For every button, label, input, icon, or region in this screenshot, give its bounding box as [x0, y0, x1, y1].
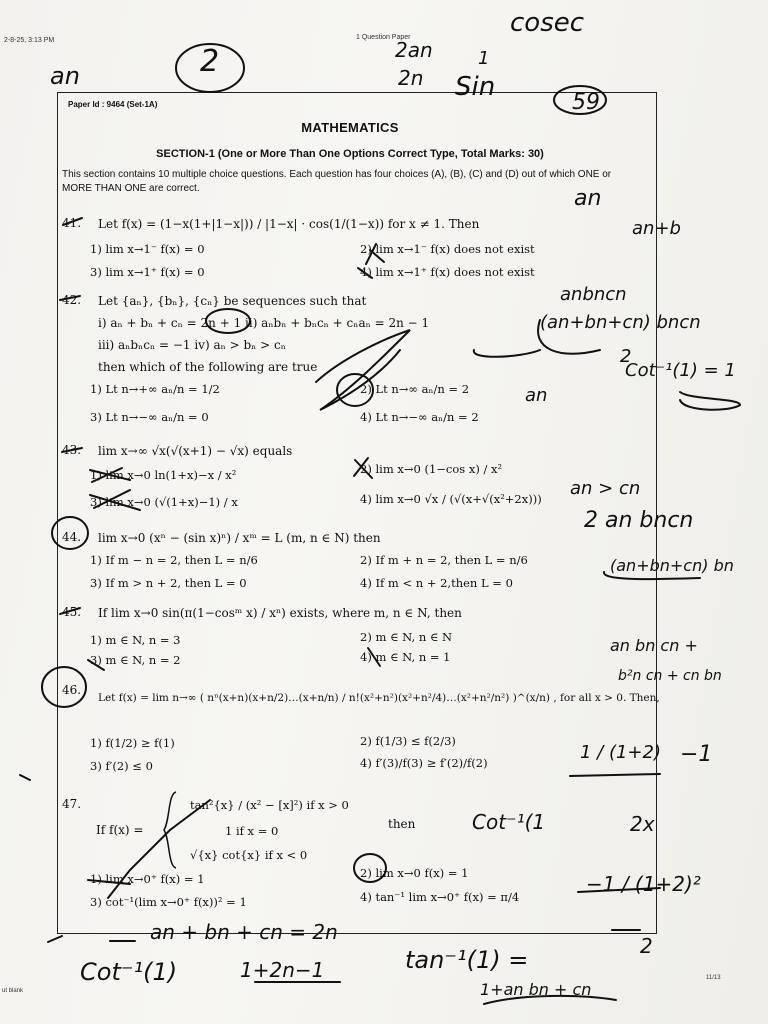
- question-stem: lim x→∞ √x(√(x+1) − √x) equals: [98, 444, 293, 458]
- option: 4) lim x→0 √x / (√(x+√(x²+2x))): [360, 492, 542, 506]
- handwriting: 1+2n−1: [240, 958, 325, 982]
- handwriting: (an+bn+cn) bn: [610, 556, 734, 575]
- handwriting: 2 an bncn: [584, 508, 694, 533]
- handwriting: 2: [640, 934, 653, 958]
- handwriting: an: [525, 385, 548, 406]
- case-row: tan²{x} / (x² − [x]²) if x > 0: [190, 798, 349, 812]
- handwriting: an: [574, 186, 602, 211]
- handwriting: an + bn + cn = 2n: [150, 920, 338, 944]
- option: 3) lim x→1⁺ f(x) = 0: [90, 265, 205, 279]
- option: 1) Lt n→+∞ aₙ/n = 1/2: [90, 382, 220, 396]
- case-row: 1 if x = 0: [225, 824, 279, 838]
- option: 1) m ∈ N, n = 3: [90, 633, 181, 647]
- question-then: then: [388, 817, 416, 831]
- question-number: 46.: [62, 683, 82, 697]
- question-number: 41.: [62, 216, 82, 230]
- option: 1) lim x→0⁺ f(x) = 1: [90, 872, 205, 886]
- footer-left: ut blank: [2, 988, 24, 994]
- handwriting: Cot⁻¹(1: [472, 810, 546, 834]
- handwriting: −1: [680, 742, 713, 767]
- handwriting: an bn cn +: [610, 636, 698, 655]
- option: 3) cot⁻¹(lim x→0⁺ f(x))² = 1: [90, 895, 247, 909]
- option: 2) m ∈ N, n ∈ N: [360, 630, 453, 644]
- handwriting: Cot⁻¹(1): [80, 958, 178, 986]
- question-stem: Let {aₙ}, {bₙ}, {cₙ} be sequences such that: [98, 294, 367, 308]
- handwriting: an > cn: [570, 478, 641, 499]
- case-row: √{x} cot{x} if x < 0: [190, 848, 308, 862]
- footer-page: 11/13: [706, 975, 721, 981]
- paper-id: Paper Id : 9464 (Set-1A): [68, 100, 158, 109]
- option: 3) If m > n + 2, then L = 0: [90, 576, 247, 590]
- scribble: [680, 392, 740, 410]
- paper-title: MATHEMATICS: [301, 120, 399, 135]
- question-stem: Let f(x) = lim n→∞ ( nⁿ(x+n)(x+n/2)…(x+n/n) / n!(x²+n²)(x²+n²/4)…(x²+n²/n²) )^(x/n) , for all x > 0. Then,: [98, 692, 660, 704]
- handwriting: 2: [620, 346, 632, 367]
- question-number: 42.: [62, 293, 82, 307]
- question-number: 47.: [62, 797, 82, 811]
- option: 2) lim x→0 f(x) = 1: [360, 866, 469, 880]
- option: 1) f(1/2) ≥ f(1): [90, 736, 175, 750]
- handwriting: an: [50, 62, 80, 90]
- handwriting: Cot⁻¹(1) = 1: [625, 360, 736, 381]
- question-number: 45.: [62, 605, 82, 619]
- strike-mark: [48, 936, 62, 942]
- print-doc-label: 1 Question Paper: [356, 34, 411, 41]
- handwriting: 1: [478, 48, 490, 69]
- option: 4) If m < n + 2,then L = 0: [360, 576, 513, 590]
- option: 1) lim x→1⁻ f(x) = 0: [90, 242, 205, 256]
- option: 1) If m − n = 2, then L = n/6: [90, 553, 258, 567]
- option: 1) lim x→0 ln(1+x)−x / x²: [90, 468, 237, 482]
- option: 3) m ∈ N, n = 2: [90, 653, 181, 667]
- handwriting: anbncn: [560, 284, 627, 305]
- section-instructions: This section contains 10 multiple choice questions. Each question has four choices (A), (B), (C) and (D) out of which ONE or MORE THAN ONE are correct.: [62, 169, 612, 194]
- question-stem: If lim x→0 sin(π(1−cosᵐ x) / xⁿ) exists, where m, n ∈ N, then: [98, 606, 462, 620]
- handwriting: 2an: [395, 38, 433, 62]
- option: 2) lim x→1⁻ f(x) does not exist: [360, 242, 535, 256]
- stroke: [20, 775, 30, 780]
- question-line: i) aₙ + bₙ + cₙ = 2n + 1 ii) aₙbₙ + bₙcₙ + cₙaₙ = 2n − 1: [98, 316, 430, 330]
- option: 3) Lt n→−∞ aₙ/n = 0: [90, 410, 209, 424]
- question-stem: If f(x) =: [96, 823, 144, 837]
- handwriting: tan⁻¹(1) =: [405, 946, 529, 974]
- option: 2) lim x→0 (1−cos x) / x²: [360, 462, 503, 476]
- handwriting: (an+bn+cn) bncn: [540, 312, 701, 333]
- option: 4) lim x→1⁺ f(x) does not exist: [360, 265, 535, 279]
- print-datetime: 2-8-25, 3:13 PM: [4, 37, 55, 44]
- option: 2) Lt n→∞ aₙ/n = 2: [360, 382, 470, 396]
- option: 3) lim x→0 (√(1+x)−1) / x: [90, 495, 238, 509]
- handwriting: b²n cn + cn bn: [618, 668, 722, 684]
- handwriting: 1+an bn + cn: [480, 980, 592, 999]
- handwriting: 2x: [630, 812, 655, 836]
- handwriting: an+b: [632, 218, 681, 239]
- question-line: then which of the following are true: [98, 360, 318, 374]
- question-line: iii) aₙbₙcₙ = −1 iv) aₙ > bₙ > cₙ: [98, 338, 286, 352]
- option: 4) m ∈ N, n = 1: [360, 650, 451, 664]
- handwriting: 2: [200, 44, 220, 79]
- handwriting: 2n: [398, 66, 424, 90]
- option: 4) tan⁻¹ lim x→0⁺ f(x) = π/4: [360, 890, 520, 904]
- handwriting: Sin: [455, 72, 496, 102]
- handwriting: cosec: [510, 8, 585, 38]
- section-title: SECTION-1 (One or More Than One Options Correct Type, Total Marks: 30): [156, 148, 544, 160]
- option: 2) If m + n = 2, then L = n/6: [360, 553, 528, 567]
- handwriting: 59: [572, 90, 600, 115]
- question-number: 44.: [62, 530, 82, 544]
- option: 4) f′(3)/f(3) ≥ f′(2)/f(2): [360, 756, 488, 770]
- question-stem: lim x→0 (xⁿ − (sin x)ⁿ) / xᵐ = L (m, n ∈ N) then: [98, 531, 381, 545]
- handwriting: −1 / (1+2)²: [586, 872, 701, 896]
- option: 3) f′(2) ≤ 0: [90, 759, 153, 773]
- option: 2) f(1/3) ≤ f(2/3): [360, 734, 456, 748]
- question-stem: Let f(x) = (1−x(1+|1−x|)) / |1−x| · cos(1/(1−x)) for x ≠ 1. Then: [98, 217, 480, 231]
- piecewise-brace: [160, 790, 180, 870]
- handwriting: 1 / (1+2): [580, 742, 661, 763]
- question-number: 43.: [62, 443, 82, 457]
- option: 4) Lt n→−∞ aₙ/n = 2: [360, 410, 479, 424]
